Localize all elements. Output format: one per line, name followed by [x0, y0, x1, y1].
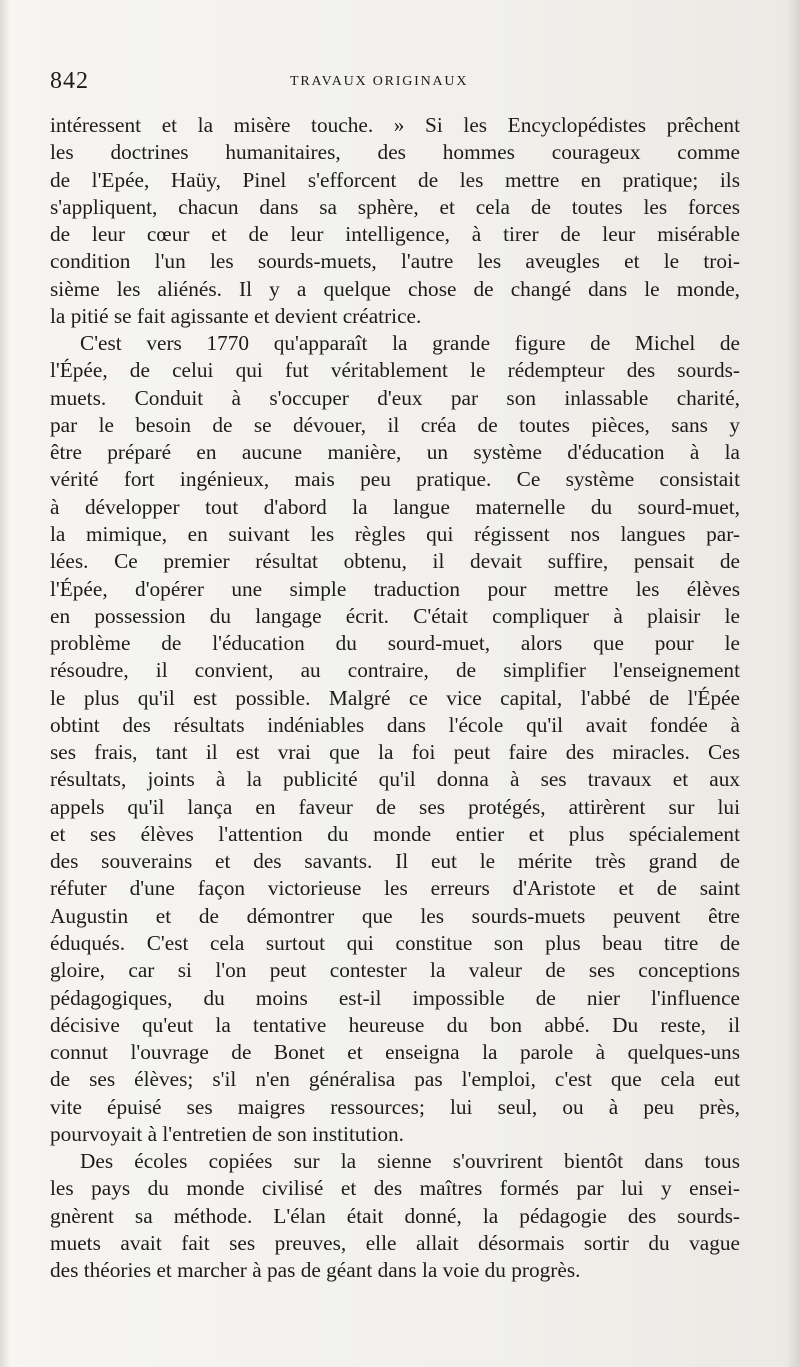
paragraph [50, 112, 740, 330]
text-line: pourvoyait à l'entretien de son institution. [50, 1121, 404, 1146]
text-line: par le besoin de se dévouer, il créa de toutes pièces, sans y [50, 412, 740, 437]
text-line: muets avait fait ses preuves, elle allait désormais sortir du vague [50, 1230, 740, 1255]
text-line: problème de l'éducation du sourd-muet, alors que pour le [50, 631, 740, 656]
paragraph [50, 1148, 740, 1284]
page-number: 842 [50, 68, 89, 94]
text-line: de leur cœur et de leur intelligence, à tirer de leur misérable [50, 222, 740, 247]
text-line: C'est vers 1770 qu'apparaît la grande figure de Michel de [80, 331, 740, 356]
text-line: appels qu'il lança en faveur de ses protégés, attirèrent sur lui [50, 794, 740, 819]
text-line: condition l'un les sourds-muets, l'autre les aveugles et le troi- [50, 249, 740, 274]
text-line: résoudre, il convient, au contraire, de simplifier l'enseignement [50, 658, 740, 683]
text-line: vérité fort ingénieux, mais peu pratique. Ce système consistait [50, 467, 740, 492]
text-line: à développer tout d'abord la langue maternelle du sourd-muet, [50, 494, 740, 519]
text-line: de ses élèves; s'il n'en généralisa pas l'emploi, c'est que cela eut [50, 1067, 740, 1092]
scan-edge-left [0, 0, 10, 1367]
text-line: les pays du monde civilisé et des maîtres formés par lui y ensei- [50, 1176, 740, 1201]
page-header [50, 68, 740, 98]
text-line: de l'Epée, Haüy, Pinel s'efforcent de les mettre en pratique; ils [50, 167, 740, 192]
text-line: et ses élèves l'attention du monde entier et plus spécialement [50, 821, 740, 846]
text-line: des théories et marcher à pas de géant dans la voie du progrès. [50, 1258, 581, 1283]
text-line: connut l'ouvrage de Bonet et enseigna la parole à quelques-uns [50, 1040, 740, 1065]
text-line: Des écoles copiées sur la sienne s'ouvrirent bientôt dans tous [80, 1149, 740, 1174]
text-line: gnèrent sa méthode. L'élan était donné, la pédagogie des sourds- [50, 1203, 740, 1228]
scan-edge-right [786, 0, 800, 1367]
text-line: la mimique, en suivant les règles qui régissent nos langues par- [50, 521, 740, 546]
text-line: s'appliquent, chacun dans sa sphère, et cela de toutes les forces [50, 194, 740, 219]
text-line: la pitié se fait agissante et devient créatrice. [50, 303, 422, 328]
text-line: décisive qu'eut la tentative heureuse du bon abbé. Du reste, il [50, 1012, 740, 1037]
text-line: être préparé en aucune manière, un système d'éducation à la [50, 440, 740, 465]
text-line: des souverains et des savants. Il eut le mérite très grand de [50, 849, 740, 874]
text-line: le plus qu'il est possible. Malgré ce vice capital, l'abbé de l'Épée [50, 685, 740, 710]
text-line: muets. Conduit à s'occuper d'eux par son inlassable charité, [50, 385, 740, 410]
text-line: ses frais, tant il est vrai que la foi peut faire des miracles. Ces [50, 740, 740, 765]
paragraph [50, 330, 740, 1148]
text-line: éduqués. C'est cela surtout qui constitue son plus beau titre de [50, 930, 740, 955]
text-line: obtint des résultats indéniables dans l'école qu'il avait fondée à [50, 712, 740, 737]
text-line: Augustin et de démontrer que les sourds-muets peuvent être [50, 903, 740, 928]
text-line: en possession du langage écrit. C'était compliquer à plaisir le [50, 603, 740, 628]
text-line: l'Épée, de celui qui fut véritablement le rédempteur des sourds- [50, 358, 740, 383]
text-line: intéressent et la misère touche. » Si les Encyclopédistes prêchent [50, 113, 740, 137]
text-line: lées. Ce premier résultat obtenu, il devait suffire, pensait de [50, 549, 740, 574]
running-head: TRAVAUX ORIGINAUX [290, 74, 469, 89]
text-line: gloire, car si l'on peut contester la valeur de ses conceptions [50, 958, 740, 983]
text-line: pédagogiques, du moins est-il impossible de nier l'influence [50, 985, 740, 1010]
text-line: réfuter d'une façon victorieuse les erreurs d'Aristote et de saint [50, 876, 740, 901]
text-line: résultats, joints à la publicité qu'il donna à ses travaux et aux [50, 767, 740, 792]
text-line: l'Épée, d'opérer une simple traduction pour mettre les élèves [50, 576, 740, 601]
text-line: vite épuisé ses maigres ressources; lui seul, ou à peu près, [50, 1094, 740, 1119]
body-text [50, 112, 740, 1284]
text-line: sième les aliénés. Il y a quelque chose de changé dans le monde, [50, 276, 740, 301]
text-line: les doctrines humanitaires, des hommes courageux comme [50, 140, 740, 165]
